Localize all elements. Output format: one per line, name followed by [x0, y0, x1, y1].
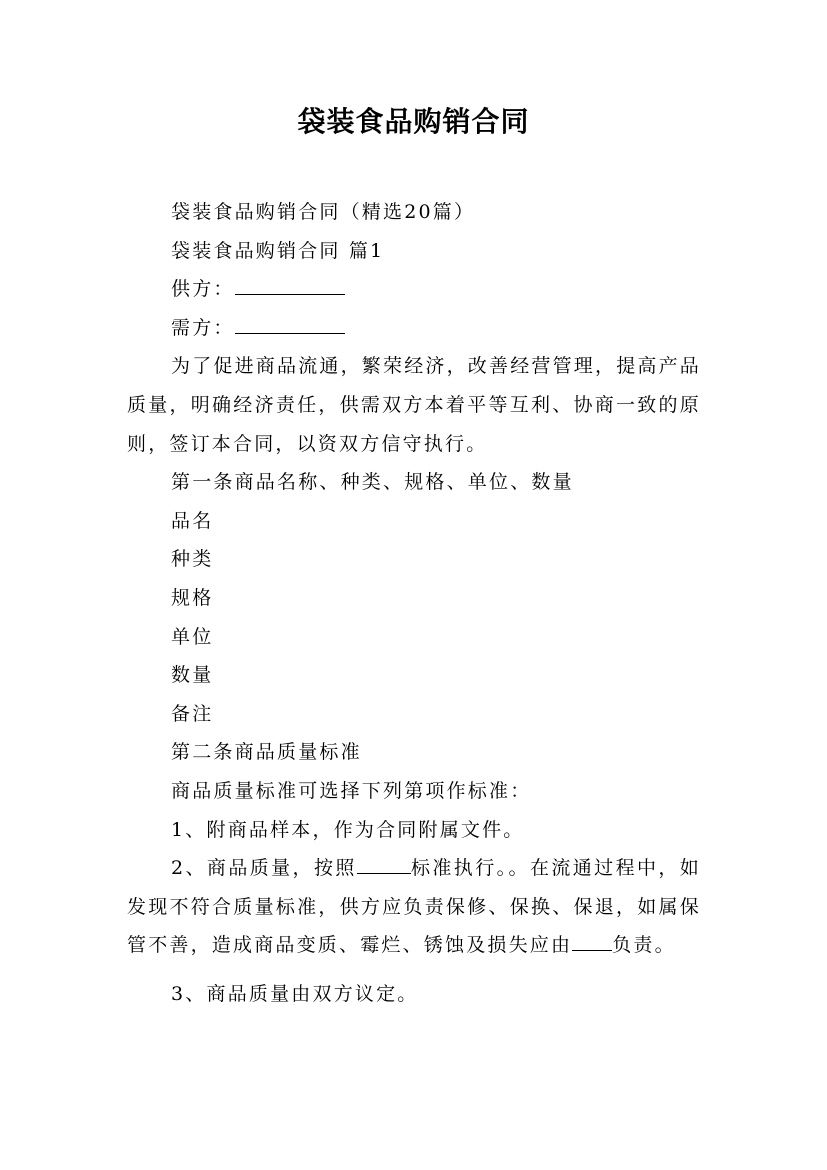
document-body — [127, 193, 701, 1013]
clause-1: 1、附商品样本，作为合同附属文件。 — [171, 818, 525, 841]
clause-2-part2: 标准执行。。在流通过程中，如发现不符合质量标准，供方应负责保修、保换、保退，如属保管不善，造成商品变质、霉烂、锈蚀及损失应由 — [127, 857, 702, 957]
clause-2-part1: 2、商品质量，按照 — [171, 857, 357, 880]
article1-item-quantity: 数量 — [171, 664, 214, 687]
supplier-label: 供方： — [171, 278, 235, 301]
article1-item-remark: 备注 — [171, 702, 214, 725]
article1-heading: 第一条商品名称、种类、规格、单位、数量 — [171, 471, 574, 494]
section-heading: 袋装食品购销合同 篇1 — [171, 239, 385, 262]
responsible-party-blank — [572, 931, 612, 951]
buyer-line — [127, 309, 701, 348]
intro-paragraph: 为了促进商品流通，繁荣经济，改善经营管理，提高产品质量，明确经济责任，供需双方本着平等互利、协商一致的原则，签订本合同，以资双方信守执行。 — [127, 355, 702, 455]
article1-item-name: 品名 — [171, 509, 214, 532]
supplier-line — [127, 270, 701, 309]
supplier-blank — [235, 275, 345, 295]
article2-heading: 第二条商品质量标准 — [171, 741, 362, 764]
clause-2 — [127, 849, 701, 965]
article2-intro: 商品质量标准可选择下列第项作标准： — [171, 779, 532, 802]
buyer-blank — [235, 314, 345, 334]
buyer-label: 需方： — [171, 316, 235, 339]
clause-3: 3、商品质量由双方议定。 — [171, 982, 419, 1005]
article1-item-unit: 单位 — [171, 625, 214, 648]
document-subtitle: 袋装食品购销合同（精选20篇） — [171, 201, 476, 223]
article1-item-type: 种类 — [171, 548, 214, 571]
clause-2-part3: 负责。 — [612, 934, 676, 957]
article1-item-spec: 规格 — [171, 586, 214, 609]
document-title: 袋装食品购销合同 — [297, 105, 530, 138]
standard-blank — [357, 854, 411, 874]
